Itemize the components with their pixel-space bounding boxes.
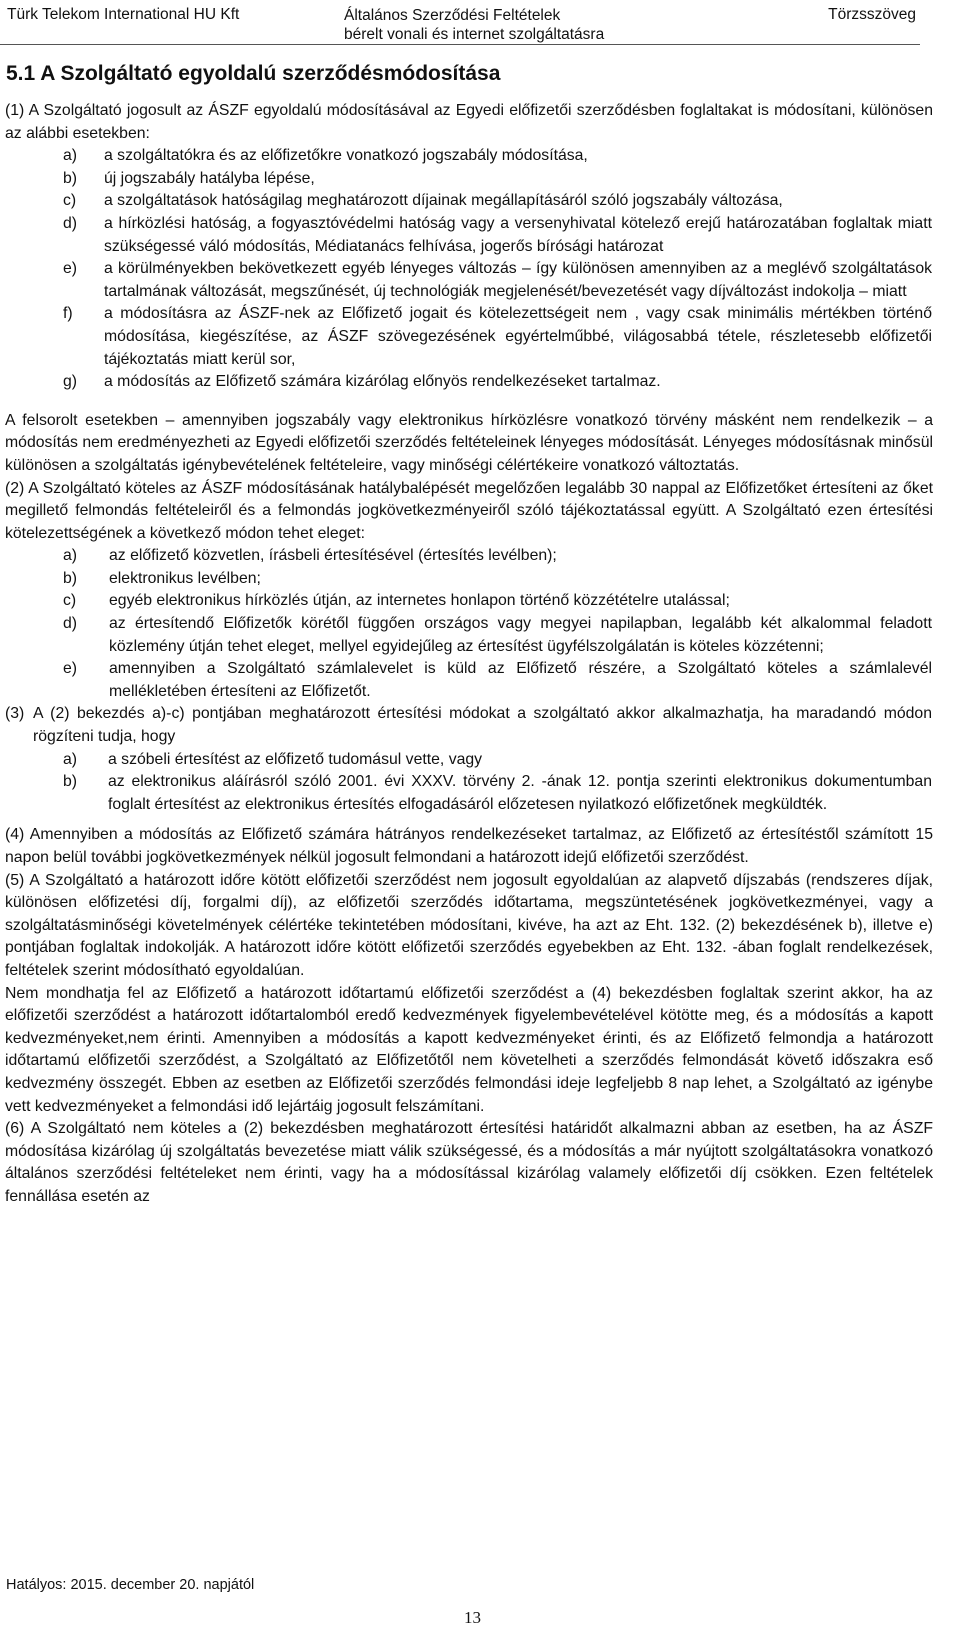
paragraph-5b: Nem mondhatja fel az Előfizető a határozott időtartamú előfizetői szerződést a (4) bekezdésben foglaltak szerint akkor, ha az előfizetői szerződést a határozott időtartalomból eredő kedvezmények figyelembevételével kötötte meg, és a módosítás a kapott kedvezményeket,nem érinti. Amennyiben a módosítás a kapott kedvezményeket érinti, és az Előfizető felmondja a határozott időtartamú előfizetői szerződést, a Szolgáltató az Előfizetőtől nem követelheti a szerződés felmondását követő időszakra eső kedvezmény összegét. Ebben az esetben az Előfizetői szerződés felmondási ideje legfeljebb 8 nap lehet, a Szolgáltató az igénybe vett kedvezményeket a felmondási idő lejártáig jogosult felszámítani.: [5, 984, 933, 1115]
paragraph-3-intro: [5, 703, 932, 748]
paragraph-1-intro: (1) A Szolgáltató jogosult az ÁSZF egyoldalú módosításával az Egyedi előfizetői szerződésben foglaltakat is módosítani, különösen az alábbi esetekben:: [5, 102, 933, 142]
paragraph-1-list: [0, 145, 932, 394]
list-item-text: elektronikus levélben;: [109, 569, 261, 587]
list-item: [0, 303, 932, 371]
list-item-label: d): [63, 615, 78, 633]
list-item-label: b): [63, 773, 78, 791]
list-item-text: amennyiben a Szolgáltató számlalevelet is küld az Előfizető részére, a Szolgáltató köteles a számlalevél mellékletében értesíteni az Előfizetőt.: [109, 660, 932, 700]
list-item-text: a módosítás az Előfizető számára kizárólag előnyös rendelkezéseket tartalmaz.: [104, 373, 661, 391]
list-item: [0, 749, 932, 772]
list-item-text: új jogszabály hatályba lépése,: [104, 169, 315, 187]
list-item-label: a): [63, 147, 78, 165]
list-item-text: az előfizető közvetlen, írásbeli értesítésével (értesítés levélben);: [109, 547, 557, 565]
list-item: [0, 568, 932, 591]
document-title-line1: Általános Szerződési Feltételek: [344, 7, 561, 24]
list-item: [0, 771, 932, 816]
list-item-label: b): [63, 569, 78, 587]
section-label: Törzsszöveg: [828, 6, 916, 23]
list-item: [0, 371, 932, 394]
list-item-text: a szolgáltatókra és az előfizetőkre vonatkozó jogszabály módosítása,: [104, 147, 588, 165]
document-title: [344, 6, 604, 44]
paragraph-3-text: A (2) bekezdés a)-c) pontjában meghatározott értesítési módokat a szolgáltató akkor alkalmazhatja, ha maradandó módon rögzíteni tudja, hogy: [33, 705, 932, 746]
list-item: [0, 545, 932, 568]
paragraph-1-after: A felsorolt esetekben – amennyiben jogszabály vagy elektronikus hírközlésre vonatkozó törvény másként nem rendelkezik – a módosítás nem eredményezheti az Egyedi előfizetői szerződés feltételeinek lényeges módosítását. Lényeges módosításnak minősül különösen a szolgáltatás igénybevételének feltételeire, vagy minőségi célértékeire vonatkozó változtatás.: [5, 411, 933, 474]
list-item-text: a szolgáltatások hatóságilag meghatározott díjainak megállapításáról szóló jogszabály változása,: [104, 192, 783, 210]
section-title: 5.1 A Szolgáltató egyoldalú szerződésmódosítása: [6, 62, 501, 85]
effective-date: Hatályos: 2015. december 20. napjától: [6, 1577, 255, 1593]
paragraph-2-intro: (2) A Szolgáltató köteles az ÁSZF módosításának hatálybalépését megelőzően legalább 30 nappal az Előfizetőket értesíteni az őket megillető felmondás feltételeiről és a felmondás jogkövetkezményeiről szóló tájékoztatással együtt. A Szolgáltató ezen értesítési kötelezettségének a következő módon tehet eleget:: [5, 479, 933, 542]
header-divider: [0, 44, 920, 45]
paragraph-5: (5) A Szolgáltató a határozott időre kötött előfizetői szerződést nem jogosult egyoldalúan az alapvető díjszabás (rendszeres díjak, különösen előfizetési díj, forgalmi díj), az előfizetői szerződés időtartama, megszüntetésének jogkövetkezményei, vagy a szolgáltatásminőségi követelmények célértéke tekintetében módosítani, kivéve, ha azt az Eht. 132. (2) bekezdésének b), illetve e) pontjában foglaltak indokolják. A határozott időre kötött előfizetői szerződés egyebekben az Eht. 132. -ában foglalt rendelkezések, feltételek szerint módosítható egyoldalúan.: [5, 871, 933, 979]
paragraph-4: (4) Amennyiben a módosítás az Előfizető számára hátrányos rendelkezéseket tartalmaz, az Előfizető az értesítéstől számított 15 napon belül további jogkövetkezmények nélkül jogosult felmondani a határozott idejű előfizetői szerződést.: [5, 826, 933, 866]
document-title-line2: bérelt vonali és internet szolgáltatásra: [344, 26, 605, 43]
list-item-text: a hírközlési hatóság, a fogyasztóvédelmi hatóság vagy a versenyhivatal kötelező erejű határozatában foglaltak miatt szükségessé váló módosítás, Médiatanács felhívása, jogerős bírósági határozat: [104, 214, 932, 255]
list-item: [0, 658, 932, 703]
list-item-text: az értesítendő Előfizetők körétől függően országos vagy megyei napilapban, legalább két alkalommal feladott közlemény útján tehet eleget, mellyel egyidejűleg az értesítést ügyfélszolgálatán is köteles közzétenni;: [109, 615, 932, 655]
paragraph-2-list: [0, 545, 932, 703]
list-item-text: egyéb elektronikus hírközlés útján, az internetes honlapon történő közzétételre utalással;: [109, 592, 730, 610]
list-item-label: b): [63, 169, 78, 187]
list-item-text: a szóbeli értesítést az előfizető tudomásul vette, vagy: [108, 750, 483, 768]
list-item-text: az elektronikus aláírásról szóló 2001. évi XXXV. törvény 2. -ának 12. pontja szerinti elektronikus dokumentumban foglalt értesítést az elektronikus értesítés elfogadásáról előzetesen nyilatkozó előfizetőnek megküldték.: [108, 773, 932, 813]
list-item-text: a módosításra az ÁSZF-nek az Előfizető jogait és kötelezettségeit nem , vagy csak minimális mértékben történő módosítása, kiegészítése, az ÁSZF szövegezésének egyértelműbbé, világosabbá tétele, részletesebb előfizetői tájékoztatás miatt kerül sor,: [104, 305, 932, 368]
list-item-label: a): [63, 547, 78, 565]
list-item-label: c): [63, 192, 77, 210]
page-header: [0, 6, 960, 48]
list-item: [0, 613, 932, 658]
list-item-label: g): [63, 373, 78, 391]
paragraph-6: (6) A Szolgáltató nem köteles a (2) bekezdésben meghatározott értesítési határidőt alkalmazni abban az esetben, ha az ÁSZF módosítása kizárólag új szolgáltatás bevezetése miatt válik szükségessé, és a módosítás a már nyújtott szolgáltatásokra vonatkozó általános szerződési feltételeket nem érinti, vagy ha a módosítással kizárólag valamely előfizetői díj csökken. Ezen feltételek fennállása esetén az: [5, 1120, 933, 1205]
page-number: 13: [464, 1608, 481, 1627]
paragraph-3-label: (3): [5, 705, 25, 723]
list-item: [0, 145, 932, 168]
list-item: [0, 168, 932, 191]
list-item: [0, 213, 932, 258]
list-item-label: a): [63, 750, 78, 768]
main-content: [0, 62, 932, 1209]
paragraph-3-list: [0, 749, 932, 817]
list-item-label: e): [63, 260, 78, 278]
list-item: [0, 590, 932, 613]
list-item-label: f): [63, 305, 73, 323]
list-item-label: e): [63, 660, 78, 678]
list-item-label: d): [63, 214, 78, 232]
list-item: [0, 190, 932, 213]
list-item-label: c): [63, 592, 77, 610]
company-name: Türk Telekom International HU Kft: [7, 6, 240, 23]
list-item: [0, 258, 932, 303]
list-item-text: a körülményekben bekövetkezett egyéb lényeges változás – így különösen amennyiben az a meglévő szolgáltatások tartalmának változását, megszűnését, új technológiák megjelenését/bevezetését vagy díjváltozást indokolja – miatt: [104, 260, 932, 300]
